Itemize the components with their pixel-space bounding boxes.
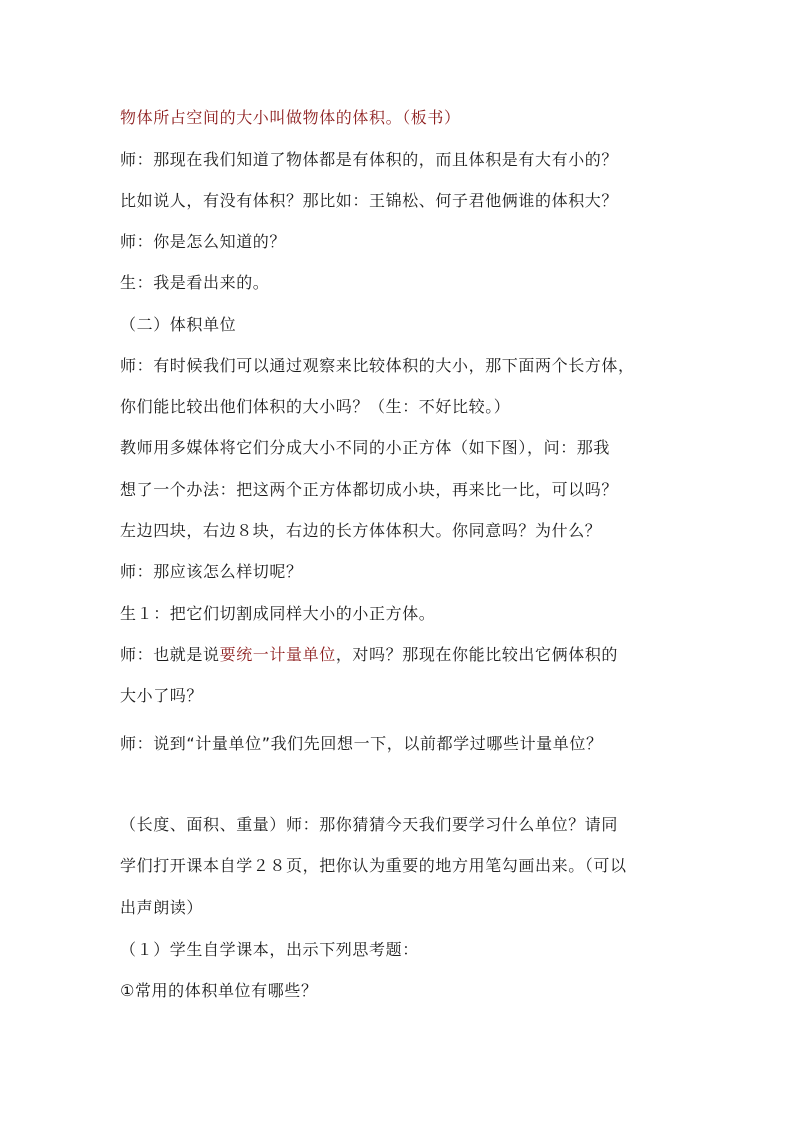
paragraph-line: 左边四块，右边８块，右边的长方体体积大。你同意吗？为什么？ bbox=[120, 521, 602, 540]
paragraph-line: 师：说到“计量单位”我们先回想一下，以前都学过哪些计量单位？ bbox=[120, 734, 603, 753]
list-item: （１）学生自学课本，出示下列思考题： bbox=[120, 940, 419, 959]
paragraph-line: 大小了吗？ bbox=[120, 686, 204, 705]
paragraph-line bbox=[120, 645, 690, 665]
paragraph-line: 想了一个办法：把这两个正方体都切成小块，再来比一比，可以吗？ bbox=[120, 480, 619, 499]
list-item: ①常用的体积单位有哪些？ bbox=[120, 981, 318, 1000]
paragraph-line: 你们能比较出他们体积的大小吗？（生：不好比较。） bbox=[120, 397, 511, 416]
line-prefix: 师：也就是说 bbox=[120, 645, 220, 664]
paragraph-line: 师：你是怎么知道的？ bbox=[120, 232, 287, 251]
paragraph-line: 师：那现在我们知道了物体都是有体积的，而且体积是有大有小的？ bbox=[120, 150, 619, 169]
paragraph-line: 学们打开课本自学２８页，把你认为重要的地方用笔勾画出来。（可以 bbox=[120, 856, 627, 875]
paragraph-line: 物体所占空间的大小叫做物体的体积。（板书） bbox=[120, 108, 461, 127]
paragraph-line: 师：有时候我们可以通过观察来比较体积的大小，那下面两个长方体， bbox=[120, 356, 635, 375]
line-suffix: ，对吗？那现在你能比较出它俩体积的 bbox=[335, 645, 619, 664]
paragraph-line: 教师用多媒体将它们分成大小不同的小正方体（如下图），问：那我 bbox=[120, 438, 611, 457]
paragraph-line: 出声朗读） bbox=[120, 898, 204, 917]
section-heading: （二）体积单位 bbox=[120, 315, 237, 334]
paragraph-line: 生：我是看出来的。 bbox=[120, 273, 270, 292]
paragraph-line: 师：那应该怎么样切呢？ bbox=[120, 562, 303, 581]
highlight-text: 要统一计量单位 bbox=[219, 645, 336, 664]
paragraph-line: （长度、面积、重量）师：那你猜猜今天我们要学习什么单位？请同 bbox=[120, 815, 619, 834]
paragraph-line: 生１：把它们切割成同样大小的小正方体。 bbox=[120, 604, 436, 623]
paragraph-line: 比如说人，有没有体积？那比如：王锦松、何子君他俩谁的体积大？ bbox=[120, 191, 619, 210]
